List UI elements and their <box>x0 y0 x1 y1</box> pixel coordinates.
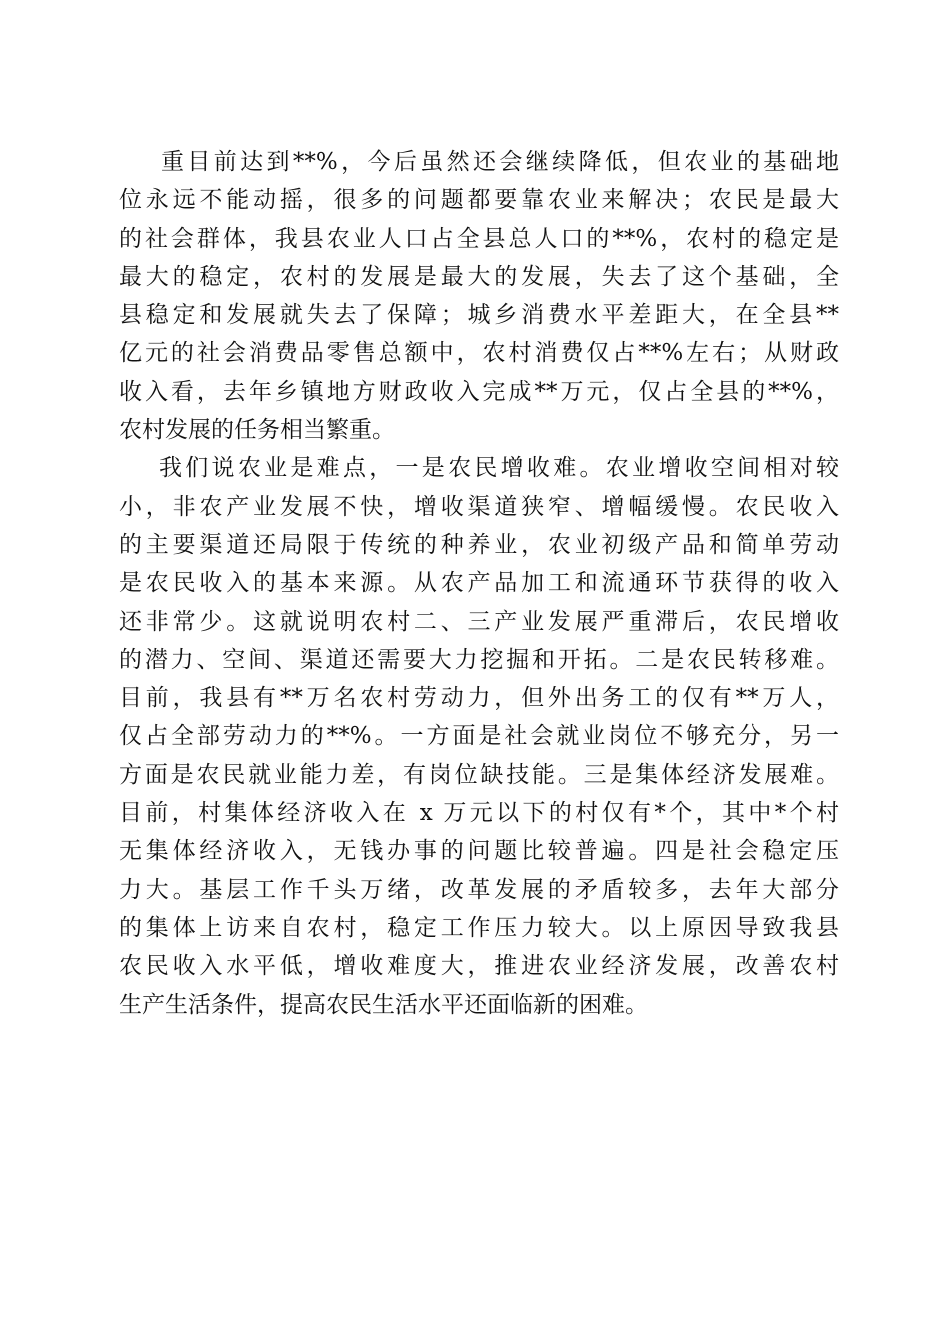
paragraph-line: 的社会群体，我县农业人口占全县总人口的**%，农村的稳定是 <box>119 225 839 252</box>
paragraph-line: 生产生活条件，提高农民生活水平还面临新的困难。 <box>119 991 648 1018</box>
paragraph-line: 方面是农民就业能力差，有岗位缺技能。三是集体经济发展难。 <box>119 761 839 788</box>
paragraph-line: 力大。基层工作千头万绪，改革发展的矛盾较多，去年大部分 <box>119 876 839 903</box>
paragraph-line: 收入看，去年乡镇地方财政收入完成**万元，仅占全县的**%， <box>119 378 839 405</box>
paragraph-line: 目前，村集体经济收入在 x 万元以下的村仅有*个，其中*个村 <box>119 800 839 827</box>
paragraph-line: 亿元的社会消费品零售总额中，农村消费仅占**%左右；从财政 <box>119 340 839 367</box>
paragraph-line: 农村发展的任务相当繁重。 <box>119 417 395 444</box>
paragraph-line: 重目前达到**%，今后虽然还会继续降低，但农业的基础地 <box>161 149 839 175</box>
paragraph-line: 的集体上访来自农村，稳定工作压力较大。以上原因导致我县 <box>119 914 839 941</box>
paragraph-1 <box>119 143 839 449</box>
paragraph-line: 还非常少。这就说明农村二、三产业发展严重滞后，农民增收 <box>119 608 839 635</box>
paragraph-line: 的潜力、空间、渠道还需要大力挖掘和开拓。二是农民转移难。 <box>119 646 839 673</box>
paragraph-line: 位永远不能动摇，很多的问题都要靠农业来解决；农民是最大 <box>119 187 839 214</box>
paragraph-line: 小，非农产业发展不快，增收渠道狭窄、增幅缓慢。农民收入 <box>119 493 839 520</box>
paragraph-2 <box>119 449 839 1023</box>
paragraph-line: 目前，我县有**万名农村劳动力，但外出务工的仅有**万人， <box>119 685 839 712</box>
paragraph-line: 农民收入水平低，增收难度大，推进农业经济发展，改善农村 <box>119 953 839 980</box>
paragraph-line: 无集体经济收入，无钱办事的问题比较普遍。四是社会稳定压 <box>119 838 839 865</box>
paragraph-line: 的主要渠道还局限于传统的种养业，农业初级产品和简单劳动 <box>119 531 839 558</box>
paragraph-line: 最大的稳定，农村的发展是最大的发展，失去了这个基础，全 <box>119 263 839 290</box>
paragraph-line: 县稳定和发展就失去了保障；城乡消费水平差距大，在全县** <box>119 302 839 329</box>
paragraph-line: 是农民收入的基本来源。从农产品加工和流通环节获得的收入 <box>119 570 839 597</box>
paragraph-line: 仅占全部劳动力的**%。一方面是社会就业岗位不够充分，另一 <box>119 723 839 750</box>
body-text <box>119 143 839 1024</box>
paragraph-line: 我们说农业是难点，一是农民增收难。农业增收空间相对较 <box>159 455 839 482</box>
